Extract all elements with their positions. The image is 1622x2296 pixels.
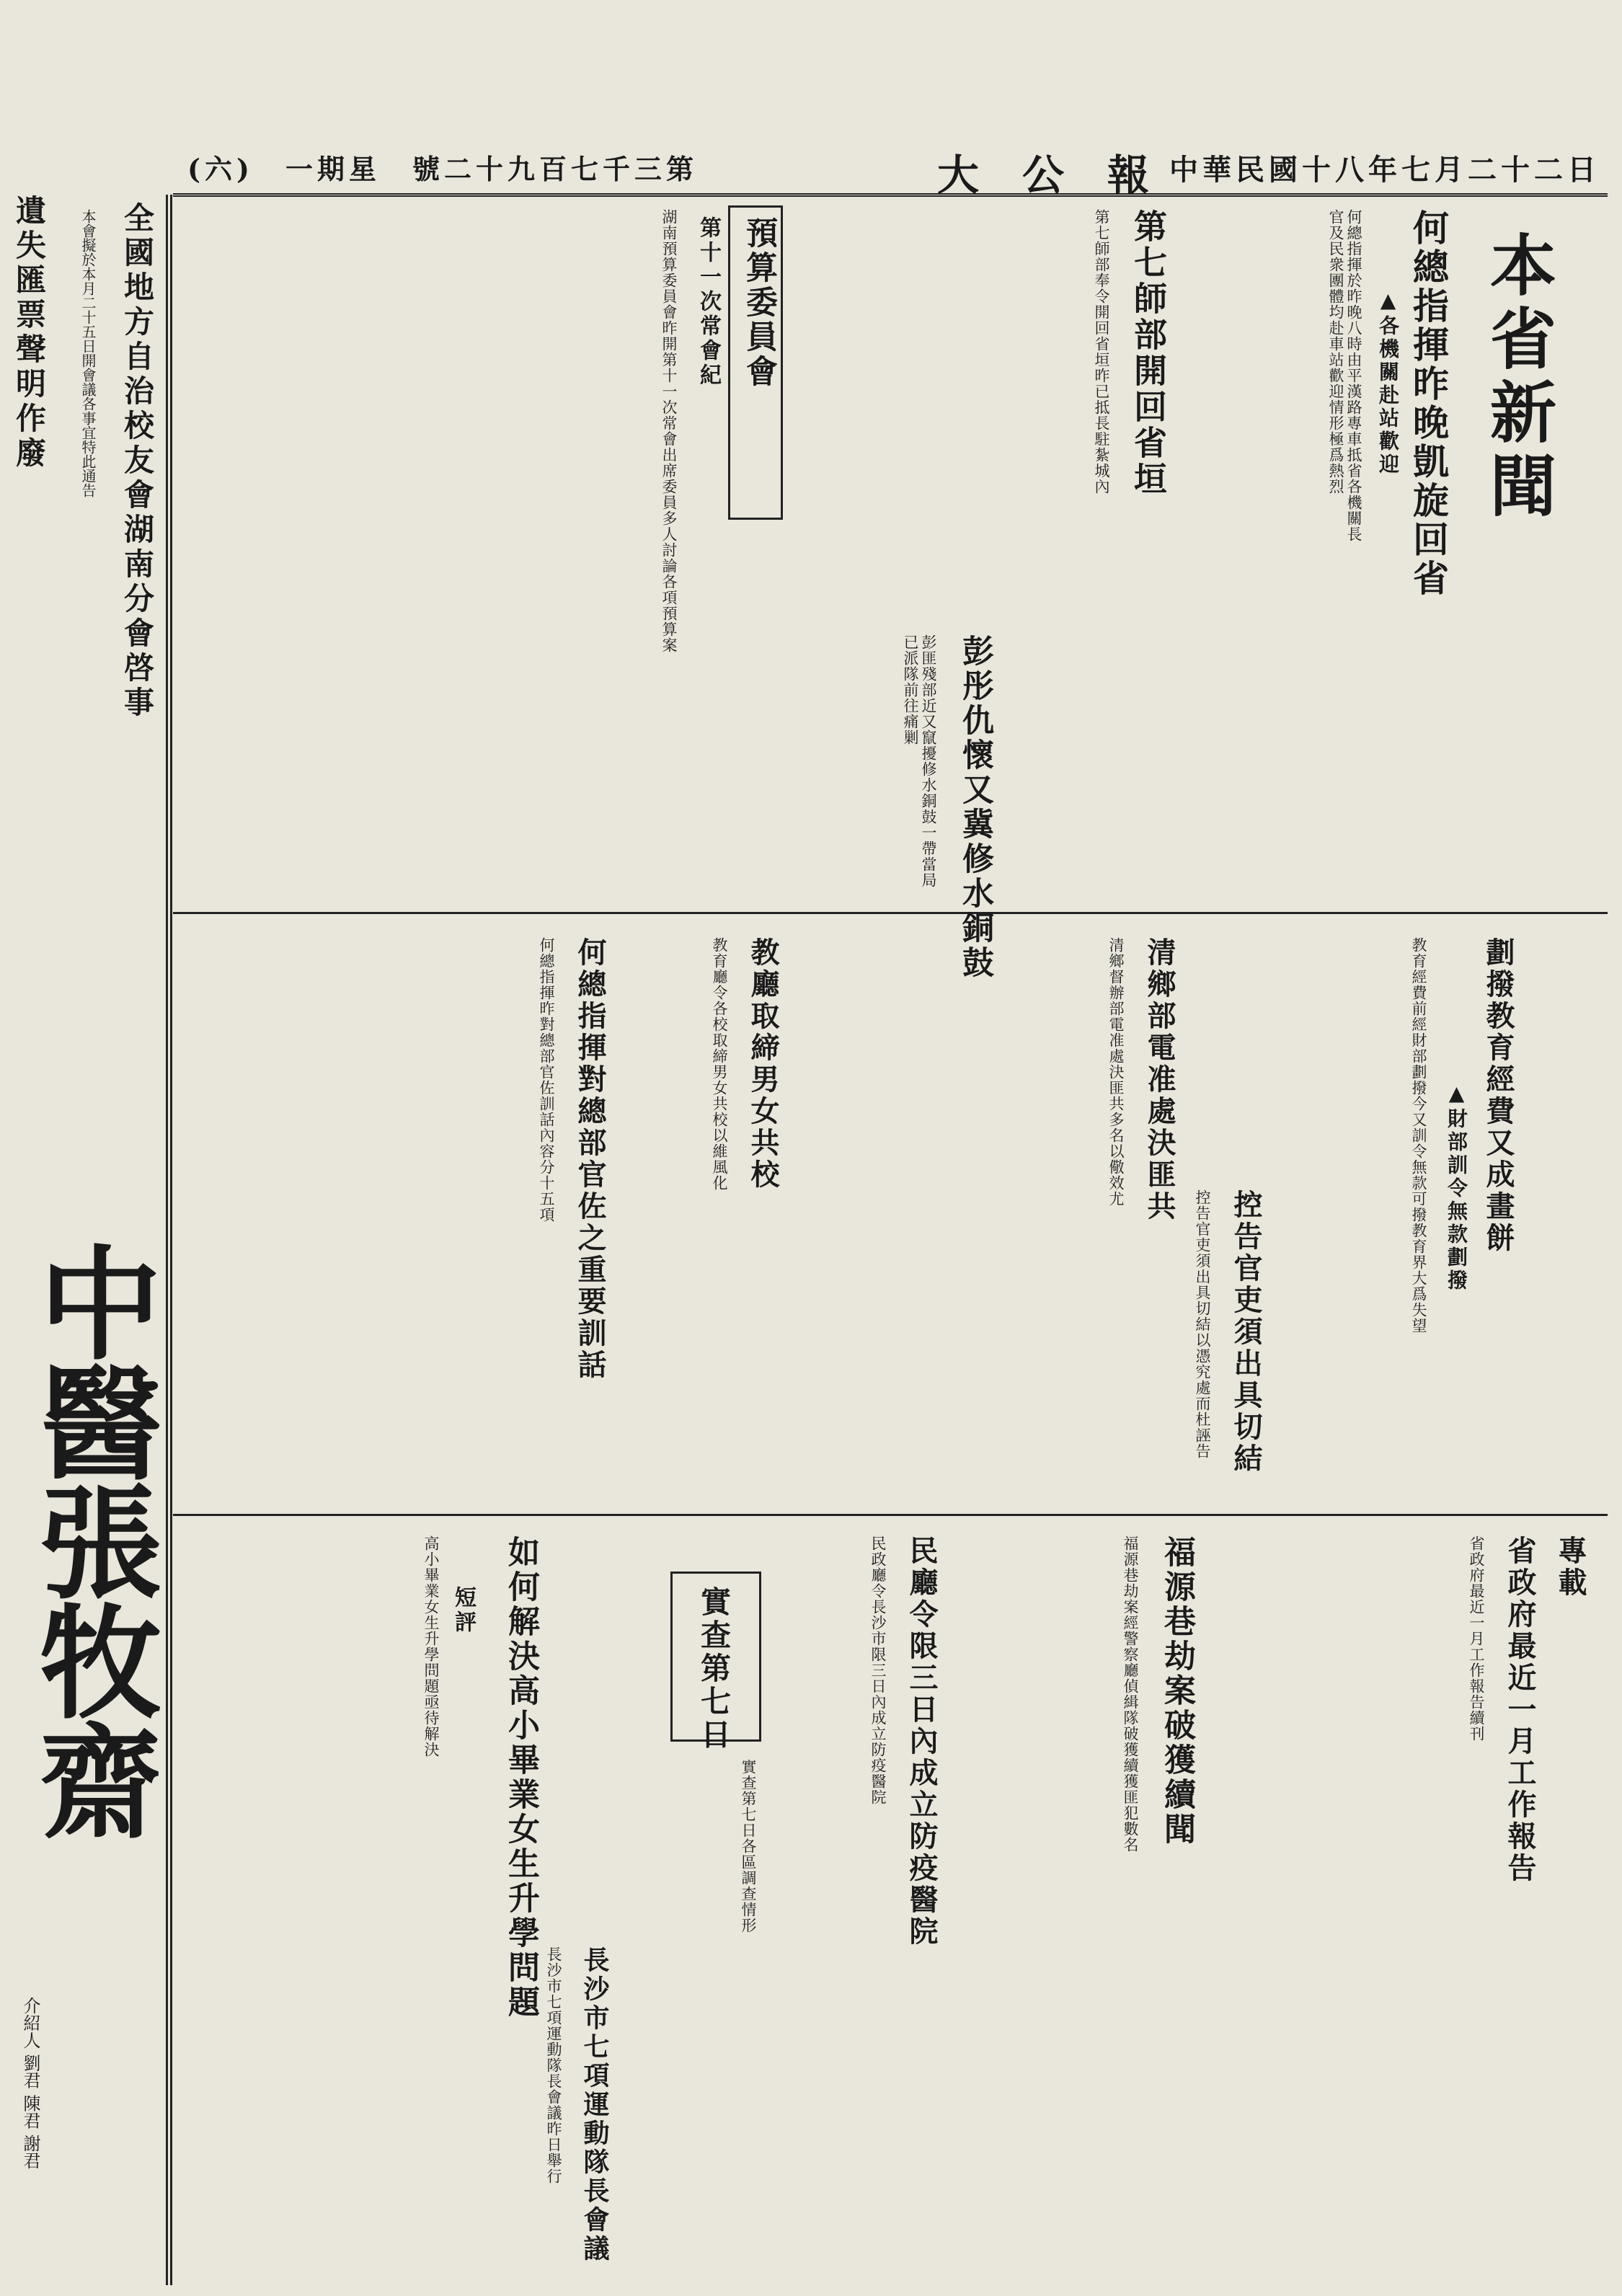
headline-telegraph: 清鄉部電准處決匪共 xyxy=(1143,937,1176,1223)
headline-robbery: 福源巷劫案破獲續聞 xyxy=(1158,1535,1195,1847)
masthead-date: 中華民國十八年七月二十二日 xyxy=(1169,153,1600,187)
masthead-issue: (六) 一期星 號二十九百七千三第 xyxy=(187,153,698,185)
headline-budget-committee: 預算委員會 xyxy=(740,216,777,389)
headline-epidemic: 民廳令限三日內成立防疫醫院 xyxy=(905,1535,939,1948)
alumni-notice-body: 本會擬於本月二十五日開會議各事宜特此通告 xyxy=(79,209,97,497)
serial-label: 專載 xyxy=(1554,1535,1587,1599)
left-ad-strip xyxy=(7,195,168,2285)
doctor-ad-referrers: 介紹人 劉君 陳君 謝君 xyxy=(20,1997,40,2169)
headline-seventh-division: 第七師部開回省垣 xyxy=(1129,209,1168,497)
masthead-paper-name: 大公報 xyxy=(937,151,1193,200)
subhead-education-budget: ▲財部訓令無款劃撥 xyxy=(1445,1081,1468,1293)
critique-label: 短評 xyxy=(451,1586,476,1635)
article-peng-bandits: 彭匪殘部近又竄擾修水銅鼓一帶當局已派隊前往痛剿 xyxy=(902,634,937,888)
subhead-he-return: ▲各機關赴站歡迎 xyxy=(1376,288,1400,477)
headline-he-speech: 何總指揮對總部官佐之重要訓話 xyxy=(573,937,607,1381)
headline-education-budget: 劃撥教育經費又成畫餅 xyxy=(1481,937,1515,1254)
article-inspection: 實查第七日各區調查情形 xyxy=(740,1759,757,1933)
article-seventh-division: 第七師部奉令開回省垣昨已抵長駐紮城內 xyxy=(1093,209,1110,495)
headline-coeducation: 教廳取締男女共校 xyxy=(746,937,780,1191)
article-robbery: 福源巷劫案經警察廳偵緝隊破獲續獲匪犯數名 xyxy=(1122,1535,1139,1853)
article-team-meeting: 長沙市七項運動隊長會議昨日舉行 xyxy=(545,1946,562,2184)
headline-girls-school: 如何解決高小畢業女生升學問題 xyxy=(502,1535,539,2020)
headline-he-return: 何總指揮昨晚凱旋回省 xyxy=(1407,209,1450,598)
article-gov-work: 省政府最近一月工作報告續刊 xyxy=(1468,1535,1485,1742)
article-coeducation: 教育廳令各校取締男女共校以維風化 xyxy=(711,937,728,1191)
article-budget-committee: 湖南預算委員會昨開第十一次常會出席委員多人討論各項預算案 xyxy=(660,209,678,653)
article-girls-school: 高小畢業女生升學問題亟待解決 xyxy=(422,1535,440,1758)
section-provincial-news: 本省新聞 xyxy=(1479,231,1557,525)
headline-inspect-officials: 控告官吏須出具切結 xyxy=(1229,1189,1263,1475)
headline-gov-work: 省政府最近一月工作報告 xyxy=(1503,1535,1537,1884)
article-telegraph: 清鄉督辦部電准處決匪共多名以儆效尤 xyxy=(1107,937,1125,1207)
article-he-return: 何總指揮於昨晚八時由平漢路專車抵省各機關長官及民衆團體均赴車站歡迎情形極爲熱烈 xyxy=(1327,209,1362,542)
divider-upper xyxy=(173,912,1608,914)
article-he-speech: 何總指揮昨對總部官佐訓話內容分十五項 xyxy=(538,937,555,1223)
left-border xyxy=(170,195,172,2285)
headline-inspection: 實查第七日 xyxy=(696,1586,732,1752)
article-education-budget: 教育經費前經財部劃撥今又訓令無款可撥教育界大爲失望 xyxy=(1410,937,1427,1334)
lost-draft-notice: 遺失匯票聲明作廢 xyxy=(12,195,47,471)
article-inspect-officials: 控告官吏須出具切結以憑究處而杜誣告 xyxy=(1194,1189,1211,1459)
divider-lower xyxy=(173,1514,1608,1516)
doctor-ad-name: 中醫張牧齋 xyxy=(18,1240,162,1838)
headline-peng-bandits: 彭彤仇懷又冀修水銅鼓 xyxy=(957,634,993,980)
article-epidemic: 民政廳令長沙市限三日內成立防疫醫院 xyxy=(869,1535,887,1805)
subhead-budget-committee: 第十一次常會紀 xyxy=(696,216,721,388)
headline-team-meeting: 長沙市七項運動隊長會議 xyxy=(580,1946,610,2264)
masthead xyxy=(173,141,1608,200)
alumni-notice-title: 全國地方自治校友會湖南分會啓事 xyxy=(120,202,155,721)
